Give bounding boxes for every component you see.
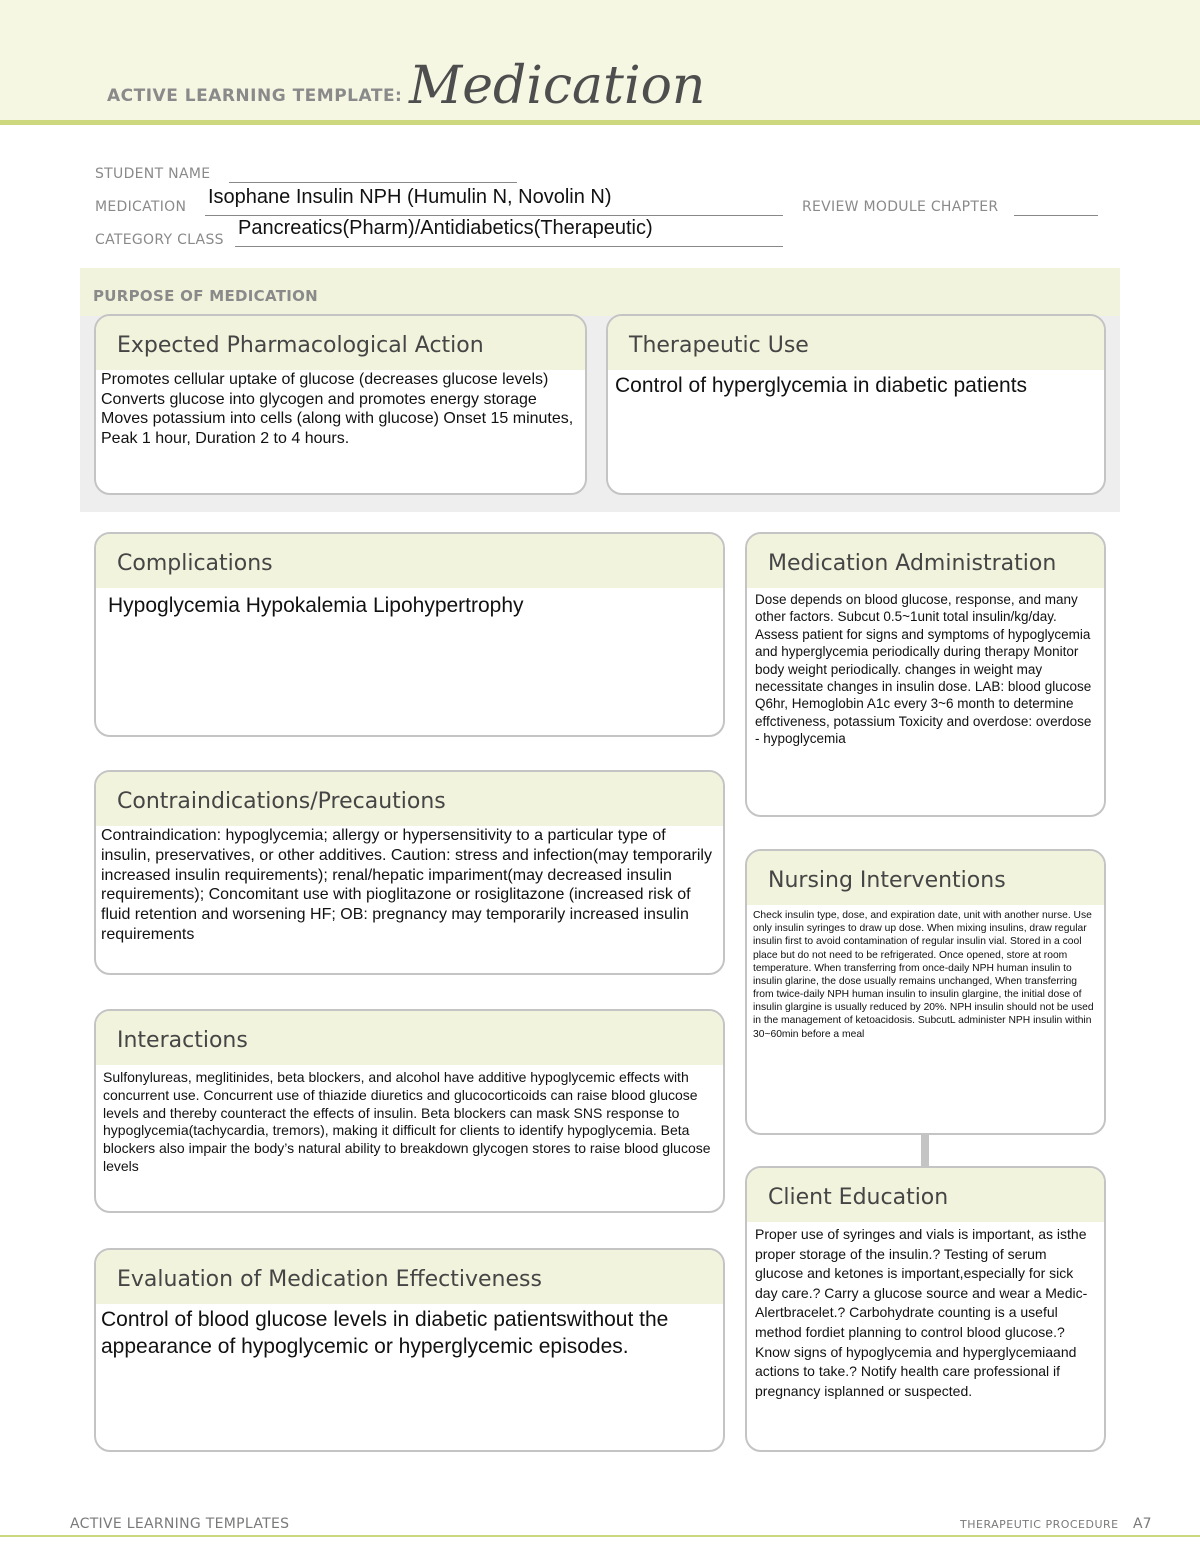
complications-title: Complications bbox=[96, 534, 723, 588]
footer-divider bbox=[0, 1535, 1200, 1537]
client-education-box bbox=[745, 1166, 1106, 1452]
medication-label: MEDICATION bbox=[95, 199, 187, 215]
complications-box bbox=[94, 532, 725, 737]
contraindications-box bbox=[94, 770, 725, 975]
template-title: Medication bbox=[409, 56, 706, 116]
review-module-label: REVIEW MODULE CHAPTER bbox=[802, 199, 999, 215]
template-prefix: ACTIVE LEARNING TEMPLATE: bbox=[107, 86, 403, 106]
expected-action-title: Expected Pharmacological Action bbox=[96, 316, 585, 370]
client-education-title: Client Education bbox=[747, 1168, 1104, 1222]
therapeutic-use-title: Therapeutic Use bbox=[608, 316, 1104, 370]
footer-right-text: THERAPEUTIC PROCEDURE bbox=[960, 1518, 1119, 1531]
evaluation-title: Evaluation of Medication Effectiveness bbox=[96, 1250, 723, 1304]
complications-text[interactable]: Hypoglycemia Hypokalemia Lipohypertrophy bbox=[108, 594, 524, 617]
medication-administration-box bbox=[745, 532, 1106, 817]
nursing-interventions-title: Nursing Interventions bbox=[747, 851, 1104, 905]
medication-administration-text[interactable]: Dose depends on blood glucose, response, and many other factors. Subcut 0.5~1unit total insulin/kg/day. Assess patient for signs and symptoms of hypoglycemia and hyperglycemia periodically during therapy Monitor body weight periodically. changes in weight may necessitate changes in insulin dose. LAB: blood glucose Q6hr, Hemoglobin A1c every 3~6 month to determine effctiveness, potassium Toxicity and overdose: overdose - hypoglycemia bbox=[755, 592, 1092, 747]
category-class-label: CATEGORY CLASS bbox=[95, 232, 224, 248]
box-connector bbox=[921, 1134, 929, 1166]
student-name-line bbox=[229, 182, 517, 183]
medication-field[interactable]: Isophane Insulin NPH (Humulin N, Novolin N) bbox=[208, 186, 612, 208]
nursing-interventions-text[interactable]: Check insulin type, dose, and expiration date, unit with another nurse. Use only insulin syringes to draw up dose. When mixing insulins, draw regular insulin first to avoid contamination of regular insulin vial. Stored in a cool place but do not need to be refrigerated. Once opened, store at room temperature. When transferring from once-daily NPH human insulin to insulin glarine, the dose usually remains unchanged, When transferring from twice-daily NPH human insulin to insulin glargine, the initial dose of insulin glargine is usually reduced by 20%. NPH insulin should not be used in the management of ketoacidosis. SubcutL administer NPH insulin within 30~60min before a meal bbox=[753, 910, 1094, 1040]
therapeutic-use-text[interactable]: Control of hyperglycemia in diabetic patients bbox=[615, 374, 1028, 397]
purpose-label: PURPOSE OF MEDICATION bbox=[93, 287, 319, 305]
category-class-line bbox=[235, 246, 783, 247]
footer-left-text: ACTIVE LEARNING TEMPLATES bbox=[70, 1516, 290, 1532]
contraindications-text[interactable]: Contraindication: hypoglycemia; allergy or hypersensitivity to a particular type of insulin, preservatives, or other additives. Caution: stress and infection(may temporarily increased insulin requirements); renal/hepatic impariment(may decreased insulin requirements); Concomitant use with pioglitazone or rosiglitazone (increased risk of fluid retention and worsening HF; OB: pregnancy may temporarily increased insulin requirements bbox=[101, 827, 712, 944]
interactions-title: Interactions bbox=[96, 1011, 723, 1065]
nursing-interventions-box bbox=[745, 849, 1106, 1135]
header-divider bbox=[0, 120, 1200, 125]
category-class-field[interactable]: Pancreatics(Pharm)/Antidiabetics(Therapeutic) bbox=[238, 217, 653, 239]
expected-action-text[interactable]: Promotes cellular uptake of glucose (decreases glucose levels) Converts glucose into glycogen and promotes energy storage Moves potassium into cells (along with glucose) Onset 15 minutes, Peak 1 hour, Duration 2 to 4 hours. bbox=[101, 371, 574, 447]
evaluation-box bbox=[94, 1248, 725, 1452]
interactions-box bbox=[94, 1009, 725, 1213]
footer-page-number: A7 bbox=[1133, 1516, 1152, 1532]
student-name-label: STUDENT NAME bbox=[95, 166, 211, 182]
interactions-text[interactable]: Sulfonylureas, meglitinides, beta blockers, and alcohol have additive hypoglycemic effects with concurrent use. Concurrent use of thiazide diuretics and glucocorticoids can raise blood glucose levels and thereby counteract the effects of insulin. Beta blockers can mask SNS response to hypoglycemia(tachycardia, tremors), making it difficult for clients to identify hypoglycemia. Beta blockers also impair the body’s natural ability to breakdown glycogen stores to raise blood glucose levels bbox=[103, 1069, 711, 1174]
therapeutic-use-box bbox=[606, 314, 1106, 495]
contraindications-title: Contraindications/Precautions bbox=[96, 772, 723, 826]
client-education-text[interactable]: Proper use of syringes and vials is important, as isthe proper storage of the insulin.? Testing of serum glucose and ketones is important,especially for sick day care.? Carry a glucose source and wear a Medic-Alertbracelet.? Carbohydrate counting is a useful method fordiet planning to control blood glucose.? Know signs of hypoglycemia and hyperglycemiaand actions to take.? Notify health care professional if pregnancy isplanned or suspected. bbox=[755, 1226, 1088, 1399]
medication-administration-title: Medication Administration bbox=[747, 534, 1104, 588]
evaluation-text[interactable]: Control of blood glucose levels in diabetic patientswithout the appearance of hypoglycemic or hyperglycemic episodes. bbox=[101, 1308, 669, 1359]
review-module-line bbox=[1014, 215, 1098, 216]
expected-action-box bbox=[94, 314, 587, 495]
medication-line bbox=[205, 215, 783, 216]
